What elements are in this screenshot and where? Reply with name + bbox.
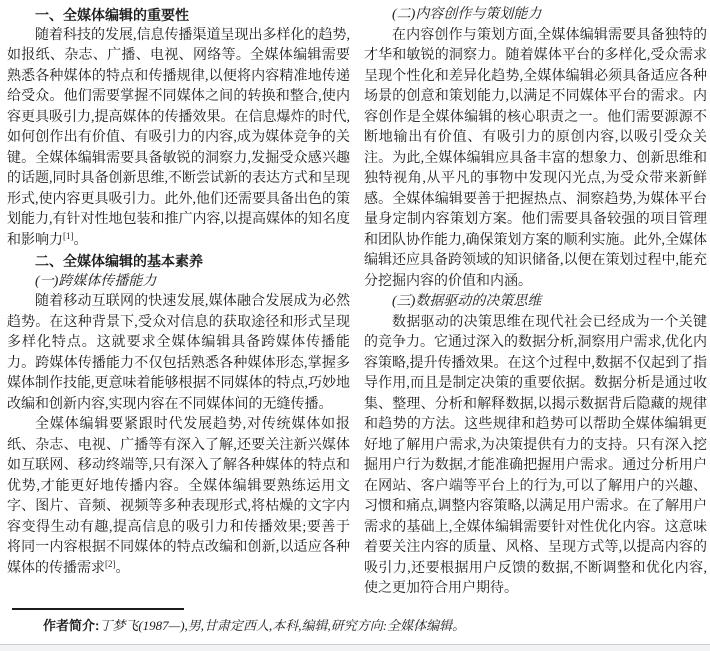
- footnote-ref-2: [2]: [105, 558, 116, 569]
- paragraph: [7, 415, 350, 579]
- paragraph: 数据驱动的决策思维在现代社会已经成为一个关键的竞争力。它通过深入的数据分析,洞察用户需求,优化内容策略,提升传播效果。在这个过程中,数据不仅起到了指导作用,而且是制定决策的重要依据。数据分析是通过收集、整理、分析和解释数据,以揭示数据背后隐藏的规律和趋势的方法。这些规律和趋势可以帮助全媒体编辑更好地了解用户需求,为决策提供有力的支持。只有深入挖掘用户行为数据,才能准确把握用户需求。通过分析用户在网站、客户端等平台上的行为,可以了解用户的兴趣、习惯和痛点,调整内容策略,以满足用户需求。在了解用户需求的基础上,全媒体编辑需要针对性优化内容。这意味着要关注内容的质量、风格、呈现方式等,以提高内容的吸引力,还要根据用户反馈的数据,不断调整和优化内容,使之更加符合用户期待。: [364, 314, 707, 596]
- author-bio-text: 丁梦飞(1987—),男,甘肃定西人,本科,编辑,研究方向:全媒体编辑。: [99, 618, 466, 633]
- paragraph: 随着移动互联网的快速发展,媒体融合发展成为必然趋势。在这种背景下,受众对信息的获取途径和形式呈现多样化特点。这就要求全媒体编辑具备跨媒体传播能力。跨媒体传播能力不仅包括熟悉各种媒体形态,掌握多媒体制作技能,更意味着能够根据不同媒体的特点,巧妙地改编和创新内容,实现内容在不同媒体间的无缝传播。: [7, 294, 350, 412]
- section-heading-1: 一、全媒体编辑的重要性: [35, 7, 189, 23]
- subsection-heading-2: (二)内容创作与策划能力: [392, 7, 542, 22]
- paragraph-text: 全媒体编辑要紧跟时代发展趋势,对传统媒体如报纸、杂志、电视、广播等有深入了解,还要关注新兴媒体如互联网、移动终端等,只有深入了解各种媒体的特点和优势,才能更好地传播内容。全媒体编辑要熟练运用文字、图片、音频、视频等多种表现形式,将枯燥的文字内容变得生动有趣,提高信息的吸引力和传播效果;要善于将同一内容根据不同媒体的特点改编和创新,以适应各种媒体的传播需求: [7, 417, 350, 576]
- left-column: [7, 5, 350, 600]
- paragraph-text: 。: [115, 560, 130, 576]
- two-column-text: [7, 5, 707, 600]
- subsection-heading-1: (一)跨媒体传播能力: [35, 273, 157, 289]
- footnote-area: [7, 608, 707, 634]
- paragraph-text: 随着科技的发展,信息传播渠道呈现出多样化的趋势,如报纸、杂志、广播、电视、网络等。全媒体编辑需要熟悉各种媒体的特点和传播规律,以便将内容精准地传递给受众。他们需要掌握不同媒体之间的转换和整合,使内容更具吸引力,提高媒体的传播效果。在信息爆炸的时代,如何创作出有价值、有吸引力的内容,成为媒体竞争的关键。全媒体编辑需要具备敏锐的洞察力,发掘受众感兴趣的话题,同时具备创新思维,不断尝试新的表达方式和呈现形式,使内容更具吸引力。此外,他们还需要具备出色的策划能力,有针对性地包装和推广内容,以提高媒体的知名度和影响力: [7, 27, 350, 248]
- right-column: [364, 5, 707, 600]
- author-bio-label: 作者简介:: [43, 618, 100, 633]
- author-bio: [7, 618, 707, 634]
- section-heading-2: 二、全媒体编辑的基本素养: [35, 253, 203, 269]
- footnote-ref-1: [1]: [63, 230, 74, 241]
- subsection-heading-3: (三)数据驱动的决策思维: [392, 294, 542, 309]
- paragraph-text: 。: [73, 232, 88, 248]
- page-bottom-edge: [0, 644, 710, 651]
- paragraph: [7, 26, 350, 252]
- paragraph: 在内容创作与策划方面,全媒体编辑需要具备独特的才华和敏锐的洞察力。随着媒体平台的多样化,受众需求呈现个性化和差异化趋势,全媒体编辑必须具备适应各种场景的创意和策划能力,以满足不同媒体平台的需求。内容创作是全媒体编辑的核心职责之一。他们需要源源不断地输出有价值、有吸引力的原创内容,以吸引受众关注。为此,全媒体编辑应具备丰富的想象力、创新思维和独特视角,从平凡的事物中发现闪光点,为受众带来新鲜感。全媒体编辑要善于把握热点、洞察趋势,为媒体平台量身定制内容策划方案。他们需要具备较强的项目管理和团队协作能力,确保策划方案的顺利实施。此外,全媒体编辑还应具备跨领域的知识储备,以便在策划过程中,能充分挖掘内容的价值和内涵。: [364, 27, 707, 289]
- footnote-divider: [12, 608, 184, 610]
